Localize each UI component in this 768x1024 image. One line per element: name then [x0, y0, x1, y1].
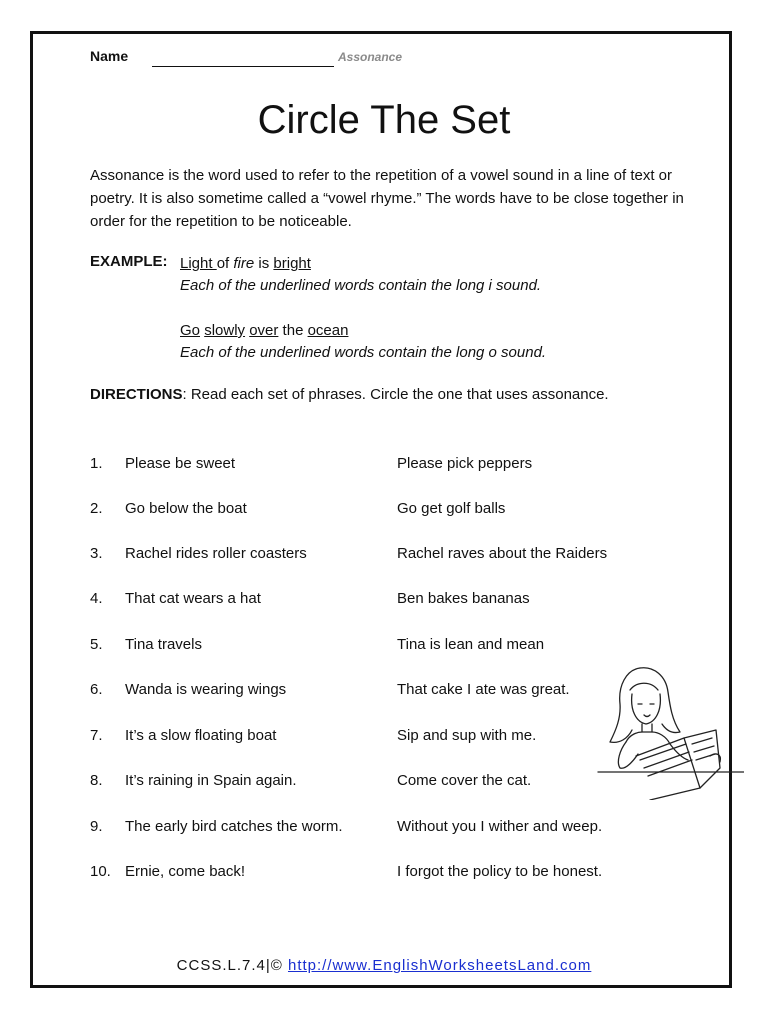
- example-word: Go: [180, 322, 201, 339]
- phrase-a[interactable]: Rachel rides roller coasters: [125, 545, 307, 562]
- item-number: 4.: [90, 590, 103, 607]
- girl-reading-illustration: [596, 660, 744, 800]
- item-number: 3.: [90, 545, 103, 562]
- footer-standard: CCSS.L.7.4|©: [176, 957, 288, 974]
- example-2-sentence: Go slowly over the ocean: [180, 322, 349, 339]
- example-word: ocean: [307, 322, 349, 339]
- item-number: 2.: [90, 500, 103, 517]
- phrase-b[interactable]: That cake I ate was great.: [397, 681, 570, 698]
- phrase-b[interactable]: Please pick peppers: [397, 455, 533, 472]
- phrase-a[interactable]: Tina travels: [125, 636, 202, 653]
- directions: [90, 386, 609, 403]
- item-number: 8.: [90, 772, 103, 789]
- footer: [0, 957, 768, 974]
- phrase-a[interactable]: Go below the boat: [125, 500, 247, 517]
- phrase-b[interactable]: Come cover the cat.: [397, 772, 532, 789]
- example-word: Light: [180, 255, 217, 272]
- item-number: 6.: [90, 681, 103, 698]
- item-number: 5.: [90, 636, 103, 653]
- example-word: over: [249, 322, 279, 339]
- phrase-a[interactable]: It’s raining in Spain again.: [125, 772, 297, 789]
- name-blank-line[interactable]: [152, 66, 334, 67]
- phrase-b[interactable]: Go get golf balls: [397, 500, 506, 517]
- example-word: slowly: [204, 322, 246, 339]
- phrase-b[interactable]: Ben bakes bananas: [397, 590, 530, 607]
- directions-label: DIRECTIONS: [90, 386, 183, 403]
- phrase-b[interactable]: I forgot the policy to be honest.: [397, 863, 603, 880]
- name-label: Name: [90, 48, 129, 64]
- example-word: bright: [273, 255, 311, 272]
- example-word-italic: fire: [233, 255, 255, 272]
- example-2-note: Each of the underlined words contain the long o sound.: [180, 344, 547, 361]
- phrase-a[interactable]: That cat wears a hat: [125, 590, 261, 607]
- phrase-a[interactable]: The early bird catches the worm.: [125, 818, 343, 835]
- phrase-a[interactable]: Ernie, come back!: [125, 863, 246, 880]
- phrase-b[interactable]: Without you I wither and weep.: [397, 818, 603, 835]
- item-number: 1.: [90, 455, 103, 472]
- phrase-b[interactable]: Sip and sup with me.: [397, 727, 537, 744]
- example-1-note: Each of the underlined words contain the long i sound.: [180, 277, 542, 294]
- item-number: 7.: [90, 727, 103, 744]
- intro-paragraph: Assonance is the word used to refer to the repetition of a vowel sound in a line of text or poetry. It is also sometime called a “vowel rhyme.” The words have to be close together in order for the repetition to be noticeable.: [90, 167, 684, 230]
- phrase-b[interactable]: Rachel raves about the Raiders: [397, 545, 608, 562]
- example-1-sentence: Light of fire is bright: [180, 255, 311, 272]
- item-number: 9.: [90, 818, 103, 835]
- phrase-a[interactable]: It’s a slow floating boat: [125, 727, 277, 744]
- example-2: [180, 320, 546, 364]
- phrase-a[interactable]: Wanda is wearing wings: [125, 681, 287, 698]
- directions-text: : Read each set of phrases. Circle the one that uses assonance.: [182, 386, 609, 403]
- footer-link[interactable]: http://www.EnglishWorksheetsLand.com: [287, 957, 592, 974]
- example-label: EXAMPLE:: [90, 253, 168, 270]
- phrase-a[interactable]: Please be sweet: [125, 455, 236, 472]
- phrase-b[interactable]: Tina is lean and mean: [397, 636, 545, 653]
- item-number: 10.: [90, 863, 111, 880]
- example-1: [180, 253, 541, 297]
- page-title: Circle The Set: [257, 98, 511, 142]
- topic-label: Assonance: [338, 50, 403, 64]
